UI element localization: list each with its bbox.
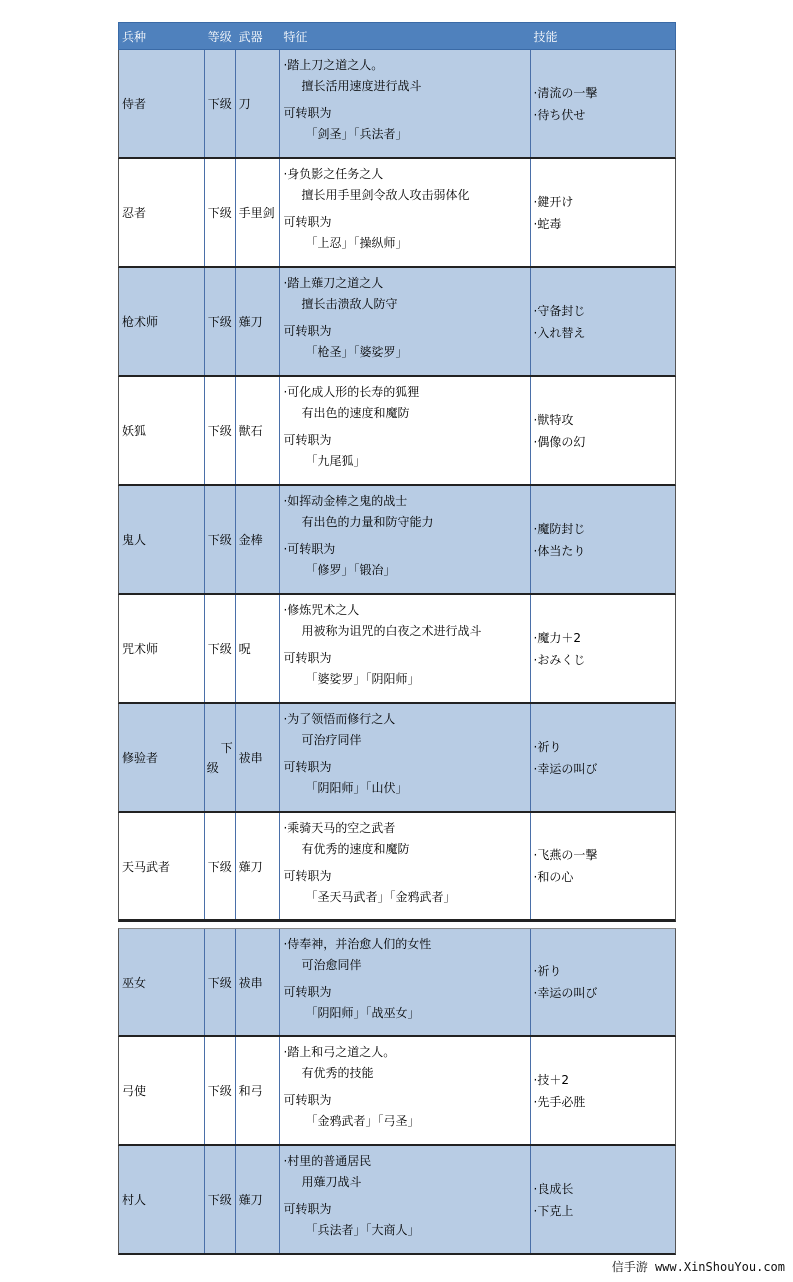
skill-item: ·幸运の叫び	[533, 761, 598, 776]
table-header	[118, 22, 676, 50]
unit-level: 下级	[205, 268, 236, 375]
table-row	[118, 268, 676, 377]
skill-item: ·清流の一撃	[533, 85, 598, 100]
unit-name: 鬼人	[119, 486, 205, 593]
skill-item: ·良成长	[533, 1181, 574, 1196]
table-row	[118, 1146, 676, 1255]
skill-item: ·おみくじ	[533, 652, 586, 667]
unit-level: 下级	[205, 377, 236, 484]
skill-item: ·入れ替え	[533, 325, 586, 340]
feature-promote-label: 可转职为	[283, 324, 332, 338]
unit-name: 枪术师	[119, 268, 205, 375]
unit-feature	[280, 929, 530, 1035]
header-feature: 特征	[283, 29, 308, 44]
unit-level	[205, 704, 236, 811]
skill-item: ·祈り	[533, 739, 562, 754]
feature-promote-classes: 「枪圣」「婆娑罗」	[305, 344, 408, 359]
header-unit: 兵种	[122, 29, 147, 44]
skill-item: ·魔防封じ	[533, 521, 586, 536]
feature-promote-classes: 「剑圣」「兵法者」	[305, 126, 408, 141]
skill-item: ·守备封じ	[533, 303, 586, 318]
unit-level: 下级	[205, 595, 236, 702]
feature-promote-label: 可转职为	[283, 760, 332, 774]
feature-detail: 有出色的速度和魔防	[301, 405, 410, 420]
feature-promote-label: 可转职为	[283, 869, 332, 883]
unit-feature	[280, 1037, 530, 1144]
unit-name: 巫女	[119, 929, 205, 1035]
feature-promote-classes: 「修罗」「锻冶」	[305, 562, 396, 577]
feature-desc: ·为了领悟而修行之人	[283, 712, 396, 726]
feature-promote-label: 可转职为	[283, 106, 332, 120]
feature-detail: 有优秀的速度和魔防	[301, 841, 410, 856]
skill-item: ·鍵开け	[533, 194, 574, 209]
unit-level: 下级	[205, 1146, 236, 1253]
unit-weapon: 呪	[236, 595, 281, 702]
table-row	[118, 595, 676, 704]
feature-detail: 用薙刀战斗	[301, 1174, 362, 1189]
table-row	[118, 159, 676, 268]
unit-feature	[280, 1146, 530, 1253]
unit-skills	[531, 50, 675, 157]
feature-detail: 可治愈同伴	[301, 957, 362, 972]
unit-feature	[280, 50, 530, 157]
unit-name: 修验者	[119, 704, 205, 811]
feature-promote-classes: 「阴阳师」「山伏」	[305, 780, 408, 795]
feature-promote-classes: 「上忍」「操纵师」	[305, 235, 408, 250]
feature-detail: 有出色的力量和防守能力	[301, 514, 434, 529]
unit-name: 天马武者	[119, 813, 205, 919]
unit-name: 侍者	[119, 50, 205, 157]
skill-item: ·蛇毒	[533, 216, 562, 231]
feature-detail: 擅长击溃敌人防守	[301, 296, 398, 311]
unit-level: 下级	[205, 929, 236, 1035]
site-watermark: 信手游 www.XinShouYou.com	[611, 1260, 785, 1274]
feature-detail: 用被称为诅咒的白夜之术进行战斗	[301, 623, 482, 638]
unit-weapon: 刀	[236, 50, 281, 157]
unit-skills	[531, 1037, 675, 1144]
skill-item: ·先手必胜	[533, 1094, 586, 1109]
unit-skills	[531, 159, 675, 266]
feature-promote-classes: 「金鸦武者」「弓圣」	[305, 1113, 420, 1128]
unit-feature	[280, 486, 530, 593]
skill-item: ·体当たり	[533, 543, 586, 558]
unit-level-part: 下	[220, 740, 233, 755]
feature-desc: ·身负影之任务之人	[283, 167, 384, 181]
skill-item: ·獣特攻	[533, 412, 574, 427]
feature-desc: ·可化成人形的长寿的狐狸	[283, 385, 420, 399]
unit-weapon: 手里剑	[236, 159, 281, 266]
unit-name: 妖狐	[119, 377, 205, 484]
feature-promote-label: 可转职为	[283, 651, 332, 665]
feature-promote-label: ·可转职为	[283, 542, 336, 556]
feature-promote-label: 可转职为	[283, 215, 332, 229]
table-row	[118, 486, 676, 595]
unit-weapon: 金棒	[236, 486, 281, 593]
feature-detail: 有优秀的技能	[301, 1065, 374, 1080]
unit-level: 下级	[205, 159, 236, 266]
feature-promote-label: 可转职为	[283, 433, 332, 447]
skill-item: ·偶像の幻	[533, 434, 586, 449]
feature-detail: 擅长活用速度进行战斗	[301, 78, 422, 93]
header-weapon: 武器	[238, 29, 263, 44]
unit-weapon: 獣石	[236, 377, 281, 484]
feature-detail: 可治疗同伴	[301, 732, 362, 747]
feature-desc: ·踏上薙刀之道之人	[283, 276, 384, 290]
unit-level: 下级	[205, 1037, 236, 1144]
feature-promote-classes: 「阴阳师」「战巫女」	[305, 1005, 420, 1020]
unit-weapon: 薙刀	[236, 813, 281, 919]
unit-skills	[531, 268, 675, 375]
unit-name: 忍者	[119, 159, 205, 266]
unit-weapon: 和弓	[236, 1037, 281, 1144]
class-table	[118, 22, 676, 1255]
table-row	[118, 813, 676, 922]
table-row	[118, 1037, 676, 1146]
skill-item: ·技＋2	[533, 1072, 569, 1087]
feature-desc: ·乘骑天马的空之武者	[283, 821, 396, 835]
unit-level: 下级	[205, 50, 236, 157]
unit-level: 下级	[205, 813, 236, 919]
feature-promote-label: 可转职为	[283, 1093, 332, 1107]
skill-item: ·下克上	[533, 1203, 574, 1218]
feature-desc: ·如挥动金棒之鬼的战士	[283, 494, 408, 508]
skill-item: ·幸运の叫び	[533, 986, 598, 1000]
unit-name: 弓使	[119, 1037, 205, 1144]
table-row	[118, 928, 676, 1037]
unit-skills	[531, 377, 675, 484]
skill-item: ·飞燕の一撃	[533, 848, 598, 862]
unit-skills	[531, 813, 675, 919]
unit-skills	[531, 704, 675, 811]
header-level: 等级	[207, 29, 232, 44]
unit-name: 咒术师	[119, 595, 205, 702]
unit-skills	[531, 595, 675, 702]
feature-promote-classes: 「兵法者」「大商人」	[305, 1222, 420, 1237]
unit-weapon: 祓串	[236, 704, 281, 811]
feature-promote-label: 可转职为	[283, 1202, 332, 1216]
feature-promote-label: 可转职为	[283, 985, 332, 999]
table-row	[118, 377, 676, 486]
header-skill: 技能	[533, 29, 558, 44]
skill-item: ·待ち伏せ	[533, 107, 586, 122]
unit-level: 下级	[205, 486, 236, 593]
unit-skills	[531, 929, 675, 1035]
unit-feature	[280, 377, 530, 484]
skill-item: ·和の心	[533, 870, 574, 884]
unit-weapon: 祓串	[236, 929, 281, 1035]
table-row	[118, 704, 676, 813]
unit-skills	[531, 486, 675, 593]
unit-weapon: 薙刀	[236, 1146, 281, 1253]
skill-item: ·魔力＋2	[533, 630, 581, 645]
unit-feature	[280, 813, 530, 919]
skill-item: ·祈り	[533, 964, 562, 978]
unit-level-part: 级	[206, 760, 219, 775]
unit-skills	[531, 1146, 675, 1253]
feature-desc: ·踏上刀之道之人。	[283, 58, 384, 72]
unit-feature	[280, 704, 530, 811]
unit-feature	[280, 268, 530, 375]
feature-desc: ·侍奉神，并治愈人们的女性	[283, 937, 432, 951]
unit-feature	[280, 595, 530, 702]
feature-desc: ·修炼咒术之人	[283, 603, 360, 617]
feature-promote-classes: 「婆娑罗」「阴阳师」	[305, 671, 420, 686]
unit-name: 村人	[119, 1146, 205, 1253]
table-row	[118, 50, 676, 159]
feature-desc: ·村里的普通居民	[283, 1154, 372, 1168]
unit-weapon: 薙刀	[236, 268, 281, 375]
feature-desc: ·踏上和弓之道之人。	[283, 1045, 396, 1059]
feature-promote-classes: 「九尾狐」	[305, 453, 366, 468]
feature-detail: 擅长用手里剑令敌人攻击弱体化	[301, 187, 470, 202]
feature-promote-classes: 「圣天马武者」「金鸦武者」	[305, 889, 456, 904]
unit-feature	[280, 159, 530, 266]
